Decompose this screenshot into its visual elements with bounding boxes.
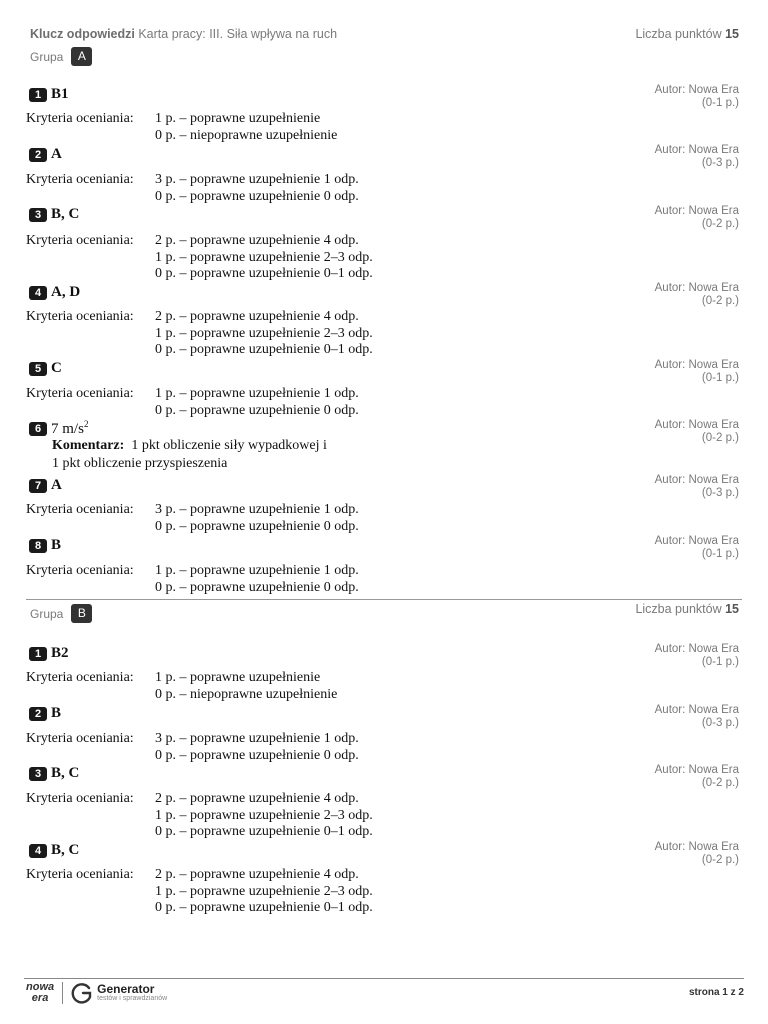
grading-criteria: Kryteria oceniania: 1 p. – poprawne uzupełnienie 1 odp. 0 p. – poprawne uzupełnienie 0 odp. bbox=[26, 386, 359, 418]
question-meta: Autor: Nowa Era (0-3 p.) bbox=[654, 144, 739, 169]
question-header bbox=[29, 537, 739, 554]
question-b2 bbox=[26, 704, 739, 763]
grading-criteria: Kryteria oceniania: 3 p. – poprawne uzupełnienie 1 odp. 0 p. – poprawne uzupełnienie 0 odp. bbox=[26, 172, 359, 204]
question-header bbox=[29, 420, 739, 437]
question-number: 4 bbox=[29, 844, 47, 858]
grading-criteria: Kryteria oceniania: 2 p. – poprawne uzupełnienie 4 odp. 1 p. – poprawne uzupełnienie 2–3 odp. 0 p. – poprawne uzupełnienie 0–1 odp. bbox=[26, 309, 373, 357]
question-b4 bbox=[26, 841, 739, 915]
question-number: 1 bbox=[29, 88, 47, 102]
question-meta: Autor: Nowa Era (0-1 p.) bbox=[654, 643, 739, 668]
group-divider bbox=[26, 599, 742, 600]
question-header bbox=[29, 645, 739, 662]
question-number: 1 bbox=[29, 647, 47, 661]
question-meta: Autor: Nowa Era (0-2 p.) bbox=[654, 764, 739, 789]
question-meta: Autor: Nowa Era (0-1 p.) bbox=[654, 359, 739, 384]
answer: 7 $m/s^2$ bbox=[51, 419, 89, 437]
question-header bbox=[29, 477, 739, 494]
question-meta: Autor: Nowa Era (0-2 p.) bbox=[654, 282, 739, 307]
page-number: strona 1 z 2 bbox=[688, 987, 744, 998]
question-number: 4 bbox=[29, 286, 47, 300]
comment: Komentarz: 1 pkt obliczenie siły wypadkowej i 1 pkt obliczenie przyspieszenia bbox=[52, 438, 327, 471]
question-header bbox=[29, 86, 739, 103]
question-b3 bbox=[26, 764, 739, 839]
question-meta: Autor: Nowa Era (0-2 p.) bbox=[654, 419, 739, 444]
answer: B, C bbox=[51, 842, 80, 858]
question-number: 3 bbox=[29, 208, 47, 222]
question-header bbox=[29, 842, 739, 859]
document-header bbox=[30, 27, 739, 43]
question-number: 7 bbox=[29, 479, 47, 493]
question-number: 6 bbox=[29, 422, 47, 436]
header-title: Klucz odpowiedzi Karta pracy: III. Siła wpływa na ruch bbox=[30, 27, 338, 41]
question-a7 bbox=[26, 474, 739, 534]
group-badge: A bbox=[71, 47, 92, 66]
question-a4 bbox=[26, 282, 739, 357]
answer: A, D bbox=[51, 284, 81, 300]
group-b-label: Grupa B bbox=[30, 604, 92, 623]
total-points: Liczba punktów 15 bbox=[635, 27, 739, 41]
answer: A bbox=[51, 146, 62, 162]
generator-logo: Generator testów i sprawdzianów bbox=[97, 982, 168, 1002]
grading-criteria: Kryteria oceniania: 1 p. – poprawne uzupełnienie 1 odp. 0 p. – poprawne uzupełnienie 0 odp. bbox=[26, 563, 359, 595]
footer-logos bbox=[26, 982, 167, 1004]
group-b-points: Liczba punktów 15 bbox=[635, 602, 739, 616]
question-meta: Autor: Nowa Era (0-1 p.) bbox=[654, 84, 739, 109]
question-header bbox=[29, 146, 739, 163]
question-header bbox=[29, 360, 739, 377]
grading-criteria: Kryteria oceniania: 2 p. – poprawne uzupełnienie 4 odp. 1 p. – poprawne uzupełnienie 2–3 odp. 0 p. – poprawne uzupełnienie 0–1 odp. bbox=[26, 791, 373, 839]
logo-separator bbox=[62, 982, 63, 1004]
question-a2 bbox=[26, 144, 739, 204]
question-meta: Autor: Nowa Era (0-3 p.) bbox=[654, 474, 739, 499]
answer: B, C bbox=[51, 206, 80, 222]
question-header bbox=[29, 206, 739, 223]
generator-g-icon bbox=[71, 982, 93, 1004]
answer: B2 bbox=[51, 645, 69, 661]
group-a-label: Grupa A bbox=[30, 47, 92, 66]
question-meta: Autor: Nowa Era (0-2 p.) bbox=[654, 841, 739, 866]
question-number: 5 bbox=[29, 362, 47, 376]
question-a1 bbox=[26, 84, 739, 143]
answer: B, C bbox=[51, 765, 80, 781]
question-a6 bbox=[26, 419, 739, 471]
answer: C bbox=[51, 360, 62, 376]
question-meta: Autor: Nowa Era (0-1 p.) bbox=[654, 535, 739, 560]
question-meta: Autor: Nowa Era (0-3 p.) bbox=[654, 704, 739, 729]
question-header bbox=[29, 765, 739, 782]
footer-divider bbox=[24, 978, 744, 979]
question-b1 bbox=[26, 643, 739, 702]
answer: B bbox=[51, 705, 62, 721]
grading-criteria: Kryteria oceniania: 1 p. – poprawne uzupełnienie 0 p. – niepoprawne uzupełnienie bbox=[26, 111, 338, 143]
question-meta: Autor: Nowa Era (0-2 p.) bbox=[654, 205, 739, 230]
grading-criteria: Kryteria oceniania: 3 p. – poprawne uzupełnienie 1 odp. 0 p. – poprawne uzupełnienie 0 odp. bbox=[26, 502, 359, 534]
grading-criteria: Kryteria oceniania: 2 p. – poprawne uzupełnienie 4 odp. 1 p. – poprawne uzupełnienie 2–3 odp. 0 p. – poprawne uzupełnienie 0–1 odp. bbox=[26, 867, 373, 915]
question-number: 2 bbox=[29, 148, 47, 162]
question-header bbox=[29, 284, 739, 301]
answer: A bbox=[51, 477, 62, 493]
question-a8 bbox=[26, 535, 739, 595]
group-badge: B bbox=[71, 604, 92, 623]
question-number: 8 bbox=[29, 539, 47, 553]
grading-criteria: Kryteria oceniania: 2 p. – poprawne uzupełnienie 4 odp. 1 p. – poprawne uzupełnienie 2–3 odp. 0 p. – poprawne uzupełnienie 0–1 odp. bbox=[26, 233, 373, 281]
answer: B bbox=[51, 537, 62, 553]
question-a5 bbox=[26, 359, 739, 418]
question-number: 2 bbox=[29, 707, 47, 721]
nowa-era-logo: nowa era bbox=[26, 981, 55, 1004]
question-number: 3 bbox=[29, 767, 47, 781]
answer: B1 bbox=[51, 86, 69, 102]
grading-criteria: Kryteria oceniania: 3 p. – poprawne uzupełnienie 1 odp. 0 p. – poprawne uzupełnienie 0 odp. bbox=[26, 731, 359, 763]
question-header bbox=[29, 705, 739, 722]
grading-criteria: Kryteria oceniania: 1 p. – poprawne uzupełnienie 0 p. – niepoprawne uzupełnienie bbox=[26, 670, 338, 702]
question-a3 bbox=[26, 205, 739, 281]
